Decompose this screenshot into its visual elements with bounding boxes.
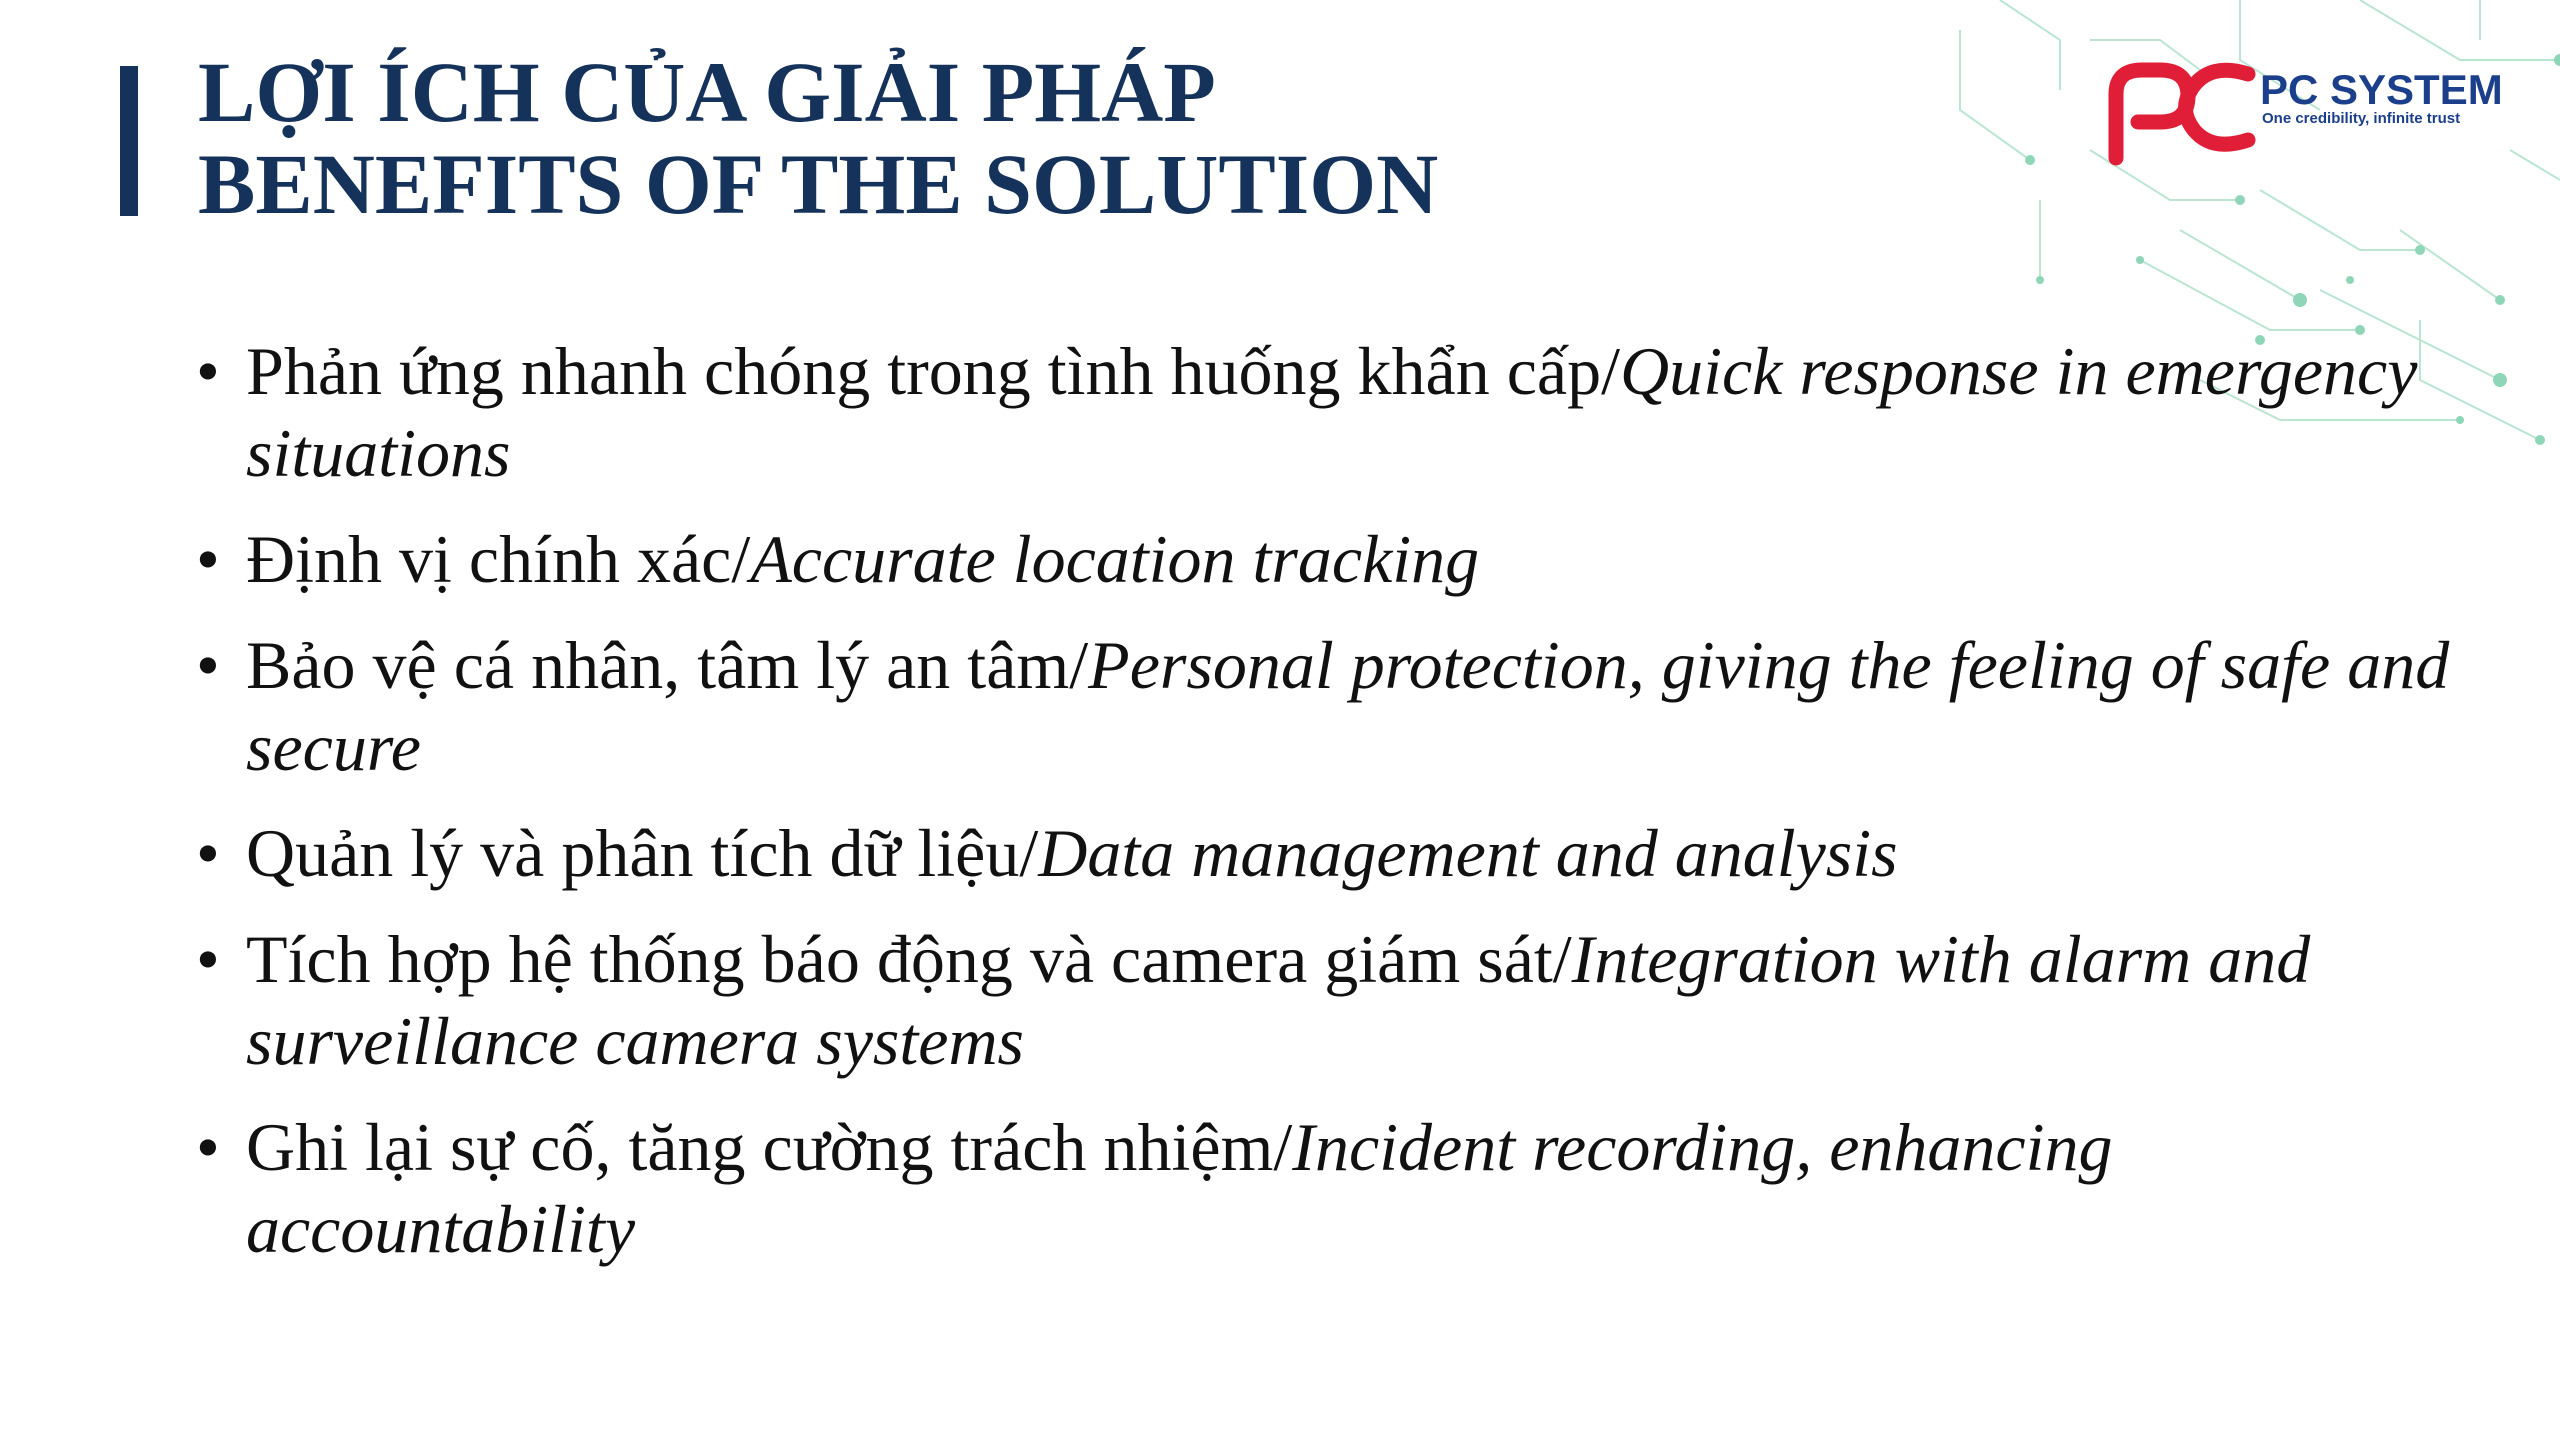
- benefit-item: [196, 812, 2456, 894]
- title-vietnamese: LỢI ÍCH CỦA GIẢI PHÁP: [198, 44, 1216, 140]
- bullet-icon: •: [196, 333, 220, 409]
- title-english: BENEFITS OF THE SOLUTION: [198, 136, 1439, 232]
- bullet-icon: •: [196, 1109, 220, 1185]
- benefit-en: Incident recording, enhancing accountability: [246, 1109, 2113, 1267]
- benefit-item: [196, 624, 2456, 788]
- benefit-en: Accurate location tracking: [750, 521, 1480, 597]
- slide-title: [198, 46, 1438, 230]
- bullet-icon: •: [196, 921, 220, 997]
- logo-tagline: One credibility, infinite trust: [2262, 110, 2461, 127]
- benefit-vi: Quản lý và phân tích dữ liệu/: [246, 815, 1039, 891]
- benefit-vi: Ghi lại sự cố, tăng cường trách nhiệm/: [246, 1109, 1293, 1185]
- bullet-icon: •: [196, 815, 220, 891]
- benefit-vi: Định vị chính xác/: [246, 521, 751, 597]
- benefit-en: Quick response in emergency situations: [246, 333, 2418, 491]
- bullet-icon: •: [196, 627, 220, 703]
- benefit-item: [196, 918, 2456, 1082]
- logo-name: PC SYSTEM: [2260, 66, 2503, 113]
- bullet-icon: •: [196, 521, 220, 597]
- benefit-en: Integration with alarm and surveillance camera systems: [246, 921, 2311, 1079]
- benefit-item: [196, 330, 2456, 494]
- benefits-list: [196, 330, 2456, 1294]
- benefit-item: [196, 1106, 2456, 1270]
- benefit-en: Data management and analysis: [1038, 815, 1898, 891]
- benefit-en: Personal protection, giving the feeling of safe and secure: [246, 627, 2450, 785]
- benefit-item: [196, 518, 2456, 600]
- benefit-vi: Tích hợp hệ thống báo động và camera giám sát/: [246, 921, 1572, 997]
- benefit-vi: Phản ứng nhanh chóng trong tình huống khẩn cấp/: [246, 333, 1620, 409]
- title-accent-bar: [120, 66, 138, 216]
- benefit-vi: Bảo vệ cá nhân, tâm lý an tâm/: [246, 627, 1089, 703]
